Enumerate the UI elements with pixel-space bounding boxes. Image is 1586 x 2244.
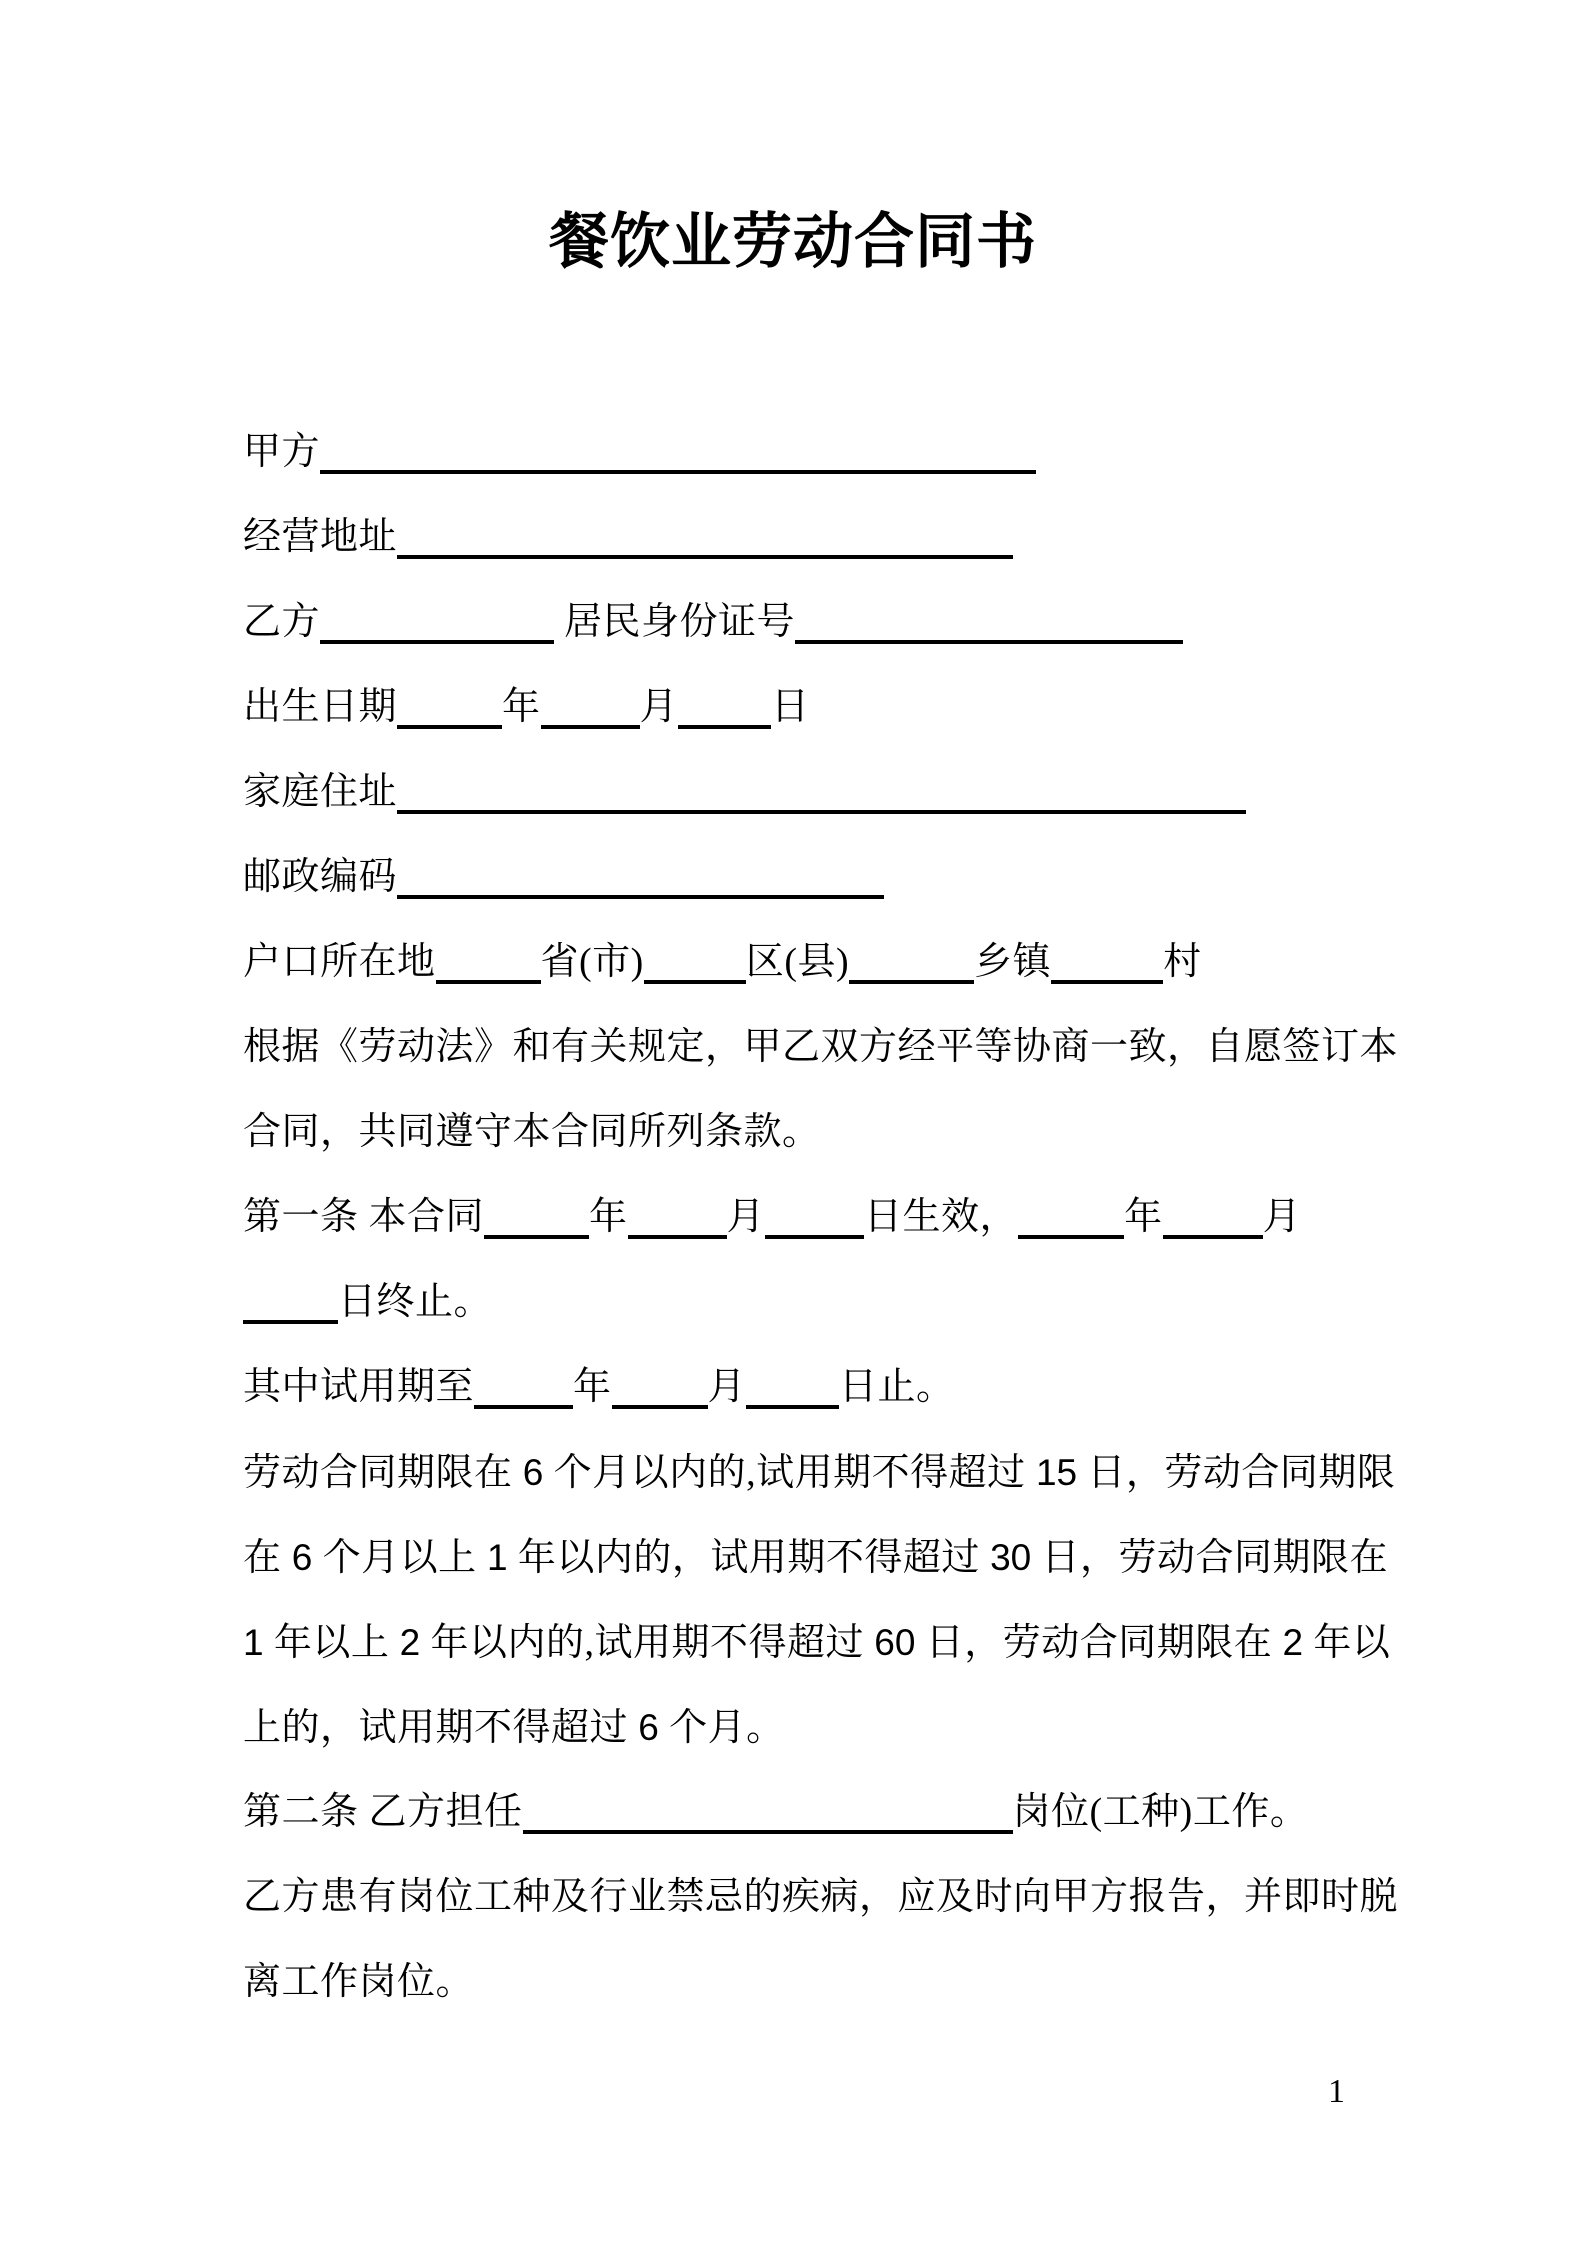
fill-in-blank-underline xyxy=(320,470,1036,474)
text-segment: 区(县) xyxy=(745,941,850,983)
article-1-line-2 xyxy=(243,1260,1426,1345)
fill-in-blank-underline xyxy=(1018,1235,1124,1239)
fill-in-blank-underline xyxy=(523,1830,1013,1834)
number-segment: 6 xyxy=(281,1537,323,1578)
party-a-line xyxy=(243,410,1426,495)
home-address-line xyxy=(243,750,1426,835)
fill-in-blank-underline xyxy=(795,640,1183,644)
text-segment: 日，劳动合同期限 xyxy=(1087,1452,1396,1494)
fill-in-blank-underline xyxy=(397,810,1246,814)
fill-in-blank-underline xyxy=(1163,1235,1263,1239)
fill-in-blank-underline xyxy=(612,1405,708,1409)
number-segment: 6 xyxy=(628,1707,670,1748)
probation-rule-line-3 xyxy=(243,1600,1426,1685)
number-segment: 2 xyxy=(389,1622,431,1663)
number-segment: 2 xyxy=(1272,1622,1314,1663)
text-segment: 年以内的，试用期不得超过 xyxy=(517,1537,980,1579)
article-1-line-1 xyxy=(243,1175,1426,1260)
fill-in-blank-underline xyxy=(678,725,771,729)
text-segment: 居民身份证号 xyxy=(554,601,796,643)
text-segment: 第二条 乙方担任 xyxy=(243,1791,523,1833)
probation-line xyxy=(243,1345,1426,1430)
text-segment: 日止。 xyxy=(839,1366,955,1408)
text-segment: 乙方患有岗位工种及行业禁忌的疾病，应及时向甲方报告，并即时脱 xyxy=(243,1876,1399,1918)
fill-in-blank-underline xyxy=(243,1320,338,1324)
text-segment: 年 xyxy=(1124,1196,1163,1238)
text-segment: 年以内的,试用期不得超过 xyxy=(430,1622,865,1664)
preamble-line-2 xyxy=(243,1090,1426,1175)
business-address-line xyxy=(243,495,1426,580)
text-segment: 乙方 xyxy=(243,601,321,643)
text-segment: 甲方 xyxy=(243,431,321,473)
fill-in-blank-underline xyxy=(474,1405,573,1409)
text-segment: 劳动合同期限在 xyxy=(243,1452,513,1494)
party-b-id-line xyxy=(243,580,1426,665)
text-segment: 月 xyxy=(1262,1196,1302,1238)
number-segment: 60 xyxy=(864,1622,926,1663)
text-segment: 月 xyxy=(707,1366,747,1408)
text-segment: 合同，共同遵守本合同所列条款。 xyxy=(243,1111,821,1153)
fill-in-blank-underline xyxy=(541,725,640,729)
text-segment: 年 xyxy=(573,1366,612,1408)
postal-code-line xyxy=(243,835,1426,920)
fill-in-blank-underline xyxy=(436,980,541,984)
fill-in-blank-underline xyxy=(765,1235,864,1239)
text-segment: 年以 xyxy=(1313,1622,1391,1664)
number-segment: 6 xyxy=(512,1452,554,1493)
text-segment: 上的，试用期不得超过 xyxy=(243,1707,629,1749)
probation-rule-line-1 xyxy=(243,1430,1426,1515)
fill-in-blank-underline xyxy=(1051,980,1163,984)
text-segment: 在 xyxy=(243,1537,282,1579)
text-segment: 其中试用期至 xyxy=(243,1366,475,1408)
registered-residence-line xyxy=(243,920,1426,1005)
text-segment: 日生效， xyxy=(864,1196,1019,1238)
text-segment: 邮政编码 xyxy=(243,856,398,898)
fill-in-blank-underline xyxy=(397,725,502,729)
fill-in-blank-underline xyxy=(484,1235,589,1239)
number-segment: 30 xyxy=(979,1537,1042,1578)
text-segment: 经营地址 xyxy=(243,516,398,558)
fill-in-blank-underline xyxy=(320,640,554,644)
text-segment: 根据《劳动法》和有关规定，甲乙双方经平等协商一致，自愿签订本 xyxy=(243,1026,1399,1068)
text-segment: 日终止。 xyxy=(338,1281,493,1323)
number-segment: 1 xyxy=(243,1622,274,1663)
preamble-line-1 xyxy=(243,1005,1426,1090)
page-number: 1 xyxy=(1328,2073,1345,2110)
text-segment: 年 xyxy=(589,1196,628,1238)
text-segment: 省(市) xyxy=(540,941,644,983)
text-segment: 年以上 xyxy=(273,1622,390,1664)
text-segment: 个月以上 xyxy=(322,1537,477,1579)
number-segment: 15 xyxy=(1025,1452,1088,1493)
text-segment: 户口所在地 xyxy=(243,941,436,983)
text-segment: 乡镇 xyxy=(974,941,1052,983)
text-segment: 年 xyxy=(502,686,541,728)
article-2-body-line-1 xyxy=(243,1855,1426,1940)
text-segment: 第一条 本合同 xyxy=(243,1196,485,1238)
text-segment: 岗位(工种)工作。 xyxy=(1012,1791,1309,1833)
text-segment: 日 xyxy=(771,686,810,728)
article-2-body-line-2 xyxy=(243,1940,1426,2025)
text-segment: 日，劳动合同期限在 xyxy=(1041,1537,1389,1579)
fill-in-blank-underline xyxy=(397,555,1013,559)
article-2-line xyxy=(243,1770,1426,1855)
birth-date-line xyxy=(243,665,1426,750)
probation-rule-line-4 xyxy=(243,1685,1426,1770)
fill-in-blank-underline xyxy=(746,1405,839,1409)
number-segment: 1 xyxy=(476,1537,518,1578)
text-segment: 日，劳动合同期限在 xyxy=(925,1622,1273,1664)
fill-in-blank-underline xyxy=(849,980,974,984)
fill-in-blank-underline xyxy=(644,980,746,984)
text-segment: 家庭住址 xyxy=(243,771,398,813)
document-title: 餐饮业劳动合同书 xyxy=(549,209,1037,275)
text-segment: 月 xyxy=(639,686,679,728)
document-lines xyxy=(243,410,1426,2025)
text-segment: 月 xyxy=(726,1196,766,1238)
fill-in-blank-underline xyxy=(628,1235,727,1239)
text-segment: 出生日期 xyxy=(243,686,398,728)
text-segment: 村 xyxy=(1163,941,1202,983)
fill-in-blank-underline xyxy=(397,895,884,899)
text-segment: 个月以内的,试用期不得超过 xyxy=(553,1452,1026,1494)
text-segment: 离工作岗位。 xyxy=(243,1961,475,2003)
probation-rule-line-2 xyxy=(243,1515,1426,1600)
text-segment: 个月。 xyxy=(669,1707,785,1749)
